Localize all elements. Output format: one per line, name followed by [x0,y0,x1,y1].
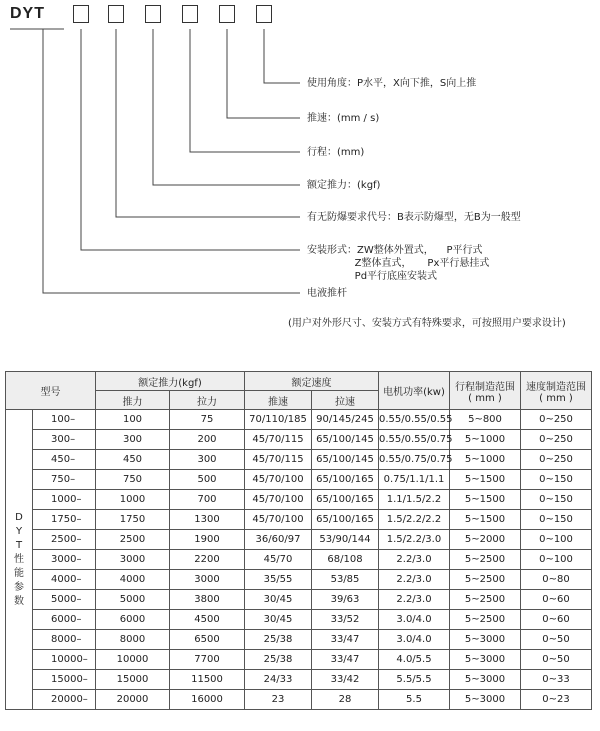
cell-pull: 6500 [170,630,245,650]
table-row [6,670,592,690]
header-pull: 拉力 [170,391,245,410]
cell-pull-speed: 28 [312,690,379,710]
table-row [6,630,592,650]
cell-pull-speed: 65/100/145 [312,430,379,450]
header-push: 推力 [96,391,170,410]
cell-motor-power: 5.5 [379,690,450,710]
cell-push: 1000 [96,490,170,510]
annotation-explosion-proof: 有无防爆要求代号：B表示防爆型，无B为一般型 [307,212,521,223]
cell-pull: 3000 [170,570,245,590]
cell-motor-power: 4.0/5.5 [379,650,450,670]
cell-pull: 2200 [170,550,245,570]
cell-model: 300– [33,430,96,450]
cell-stroke-range: 5~3000 [450,690,521,710]
cell-speed-range: 0~250 [521,450,592,470]
performance-table [5,371,592,710]
cell-model: 100– [33,410,96,430]
cell-motor-power: 0.55/0.55/0.75 [379,430,450,450]
annotation-stroke: 行程：(mm) [307,147,365,158]
side-label-char: Y [15,525,23,537]
cell-speed-range: 0~250 [521,430,592,450]
cell-model: 20000– [33,690,96,710]
cell-motor-power: 0.55/0.55/0.55 [379,410,450,430]
cell-stroke-range: 5~3000 [450,670,521,690]
cell-push-speed: 45/70/100 [245,510,312,530]
cell-motor-power: 1.5/2.2/3.0 [379,530,450,550]
annotation-mounting: 安装形式：ZW整体外置式， P平行式 Z整体直式， Px平行悬挂式 Pd平行底座安装式 [307,245,490,282]
cell-push-speed: 45/70/100 [245,490,312,510]
cell-pull: 500 [170,470,245,490]
cell-stroke-range: 5~800 [450,410,521,430]
header-rated-speed: 额定速度 [245,372,379,391]
model-prefix: DYT [10,5,45,22]
cell-stroke-range: 5~1000 [450,430,521,450]
cell-pull: 75 [170,410,245,430]
cell-push-speed: 25/38 [245,630,312,650]
side-label-char: 能 [14,567,24,579]
cell-pull-speed: 65/100/165 [312,490,379,510]
cell-model: 4000– [33,570,96,590]
cell-model: 10000– [33,650,96,670]
cell-push: 5000 [96,590,170,610]
annotation-angle: 使用角度：P水平，X向下推，S向上推 [307,78,477,89]
cell-pull-speed: 90/145/245 [312,410,379,430]
header-speed-range: 速度制造范围 ( mm ) [521,372,592,410]
cell-model: 15000– [33,670,96,690]
header-motor-power: 电机功率(kw) [379,372,450,410]
cell-speed-range: 0~150 [521,490,592,510]
cell-push-speed: 30/45 [245,590,312,610]
cell-speed-range: 0~50 [521,650,592,670]
cell-push: 300 [96,430,170,450]
header-model: 型号 [6,372,96,410]
cell-model: 750– [33,470,96,490]
side-label-char: 参 [14,581,24,593]
cell-speed-range: 0~33 [521,670,592,690]
cell-pull: 300 [170,450,245,470]
cell-pull: 700 [170,490,245,510]
cell-speed-range: 0~100 [521,550,592,570]
table-row [6,490,592,510]
cell-model: 3000– [33,550,96,570]
cell-speed-range: 0~150 [521,510,592,530]
cell-stroke-range: 5~1000 [450,450,521,470]
cell-speed-range: 0~80 [521,570,592,590]
cell-stroke-range: 5~1500 [450,470,521,490]
table-row [6,410,592,430]
table-row [6,690,592,710]
cell-model: 1000– [33,490,96,510]
cell-pull: 200 [170,430,245,450]
cell-pull-speed: 33/47 [312,630,379,650]
cell-push: 3000 [96,550,170,570]
cell-motor-power: 0.75/1.1/1.1 [379,470,450,490]
table-row [6,610,592,630]
table-row [6,650,592,670]
cell-stroke-range: 5~2000 [450,530,521,550]
cell-speed-range: 0~23 [521,690,592,710]
cell-pull-speed: 65/100/165 [312,510,379,530]
table-row [6,510,592,530]
cell-push-speed: 45/70/100 [245,470,312,490]
cell-pull: 11500 [170,670,245,690]
table-row [6,550,592,570]
cell-pull-speed: 68/108 [312,550,379,570]
cell-pull: 3800 [170,590,245,610]
cell-pull: 1900 [170,530,245,550]
side-label-char: T [15,539,23,551]
cell-motor-power: 2.2/3.0 [379,590,450,610]
cell-stroke-range: 5~3000 [450,650,521,670]
cell-model: 6000– [33,610,96,630]
cell-model: 8000– [33,630,96,650]
cell-pull-speed: 33/47 [312,650,379,670]
cell-push: 750 [96,470,170,490]
annotation-force: 额定推力：(kgf) [307,180,381,191]
cell-push: 4000 [96,570,170,590]
cell-pull-speed: 33/42 [312,670,379,690]
cell-motor-power: 1.5/2.2/2.2 [379,510,450,530]
cell-stroke-range: 5~2500 [450,610,521,630]
cell-model: 450– [33,450,96,470]
cell-motor-power: 5.5/5.5 [379,670,450,690]
cell-push-speed: 36/60/97 [245,530,312,550]
table-row [6,590,592,610]
cell-push: 450 [96,450,170,470]
cell-push-speed: 70/110/185 [245,410,312,430]
cell-push-speed: 30/45 [245,610,312,630]
cell-motor-power: 1.1/1.5/2.2 [379,490,450,510]
cell-speed-range: 0~250 [521,410,592,430]
cell-push-speed: 35/55 [245,570,312,590]
cell-stroke-range: 5~2500 [450,550,521,570]
cell-stroke-range: 5~2500 [450,590,521,610]
annotation-product: 电液推杆 [307,288,347,299]
cell-speed-range: 0~50 [521,630,592,650]
custom-design-note: (用户对外形尺寸、安装方式有特殊要求，可按照用户要求设计) [288,318,566,329]
cell-motor-power: 3.0/4.0 [379,630,450,650]
cell-push: 100 [96,410,170,430]
cell-push: 8000 [96,630,170,650]
cell-push-speed: 45/70/115 [245,430,312,450]
cell-model: 2500– [33,530,96,550]
cell-push: 2500 [96,530,170,550]
cell-push-speed: 45/70 [245,550,312,570]
cell-motor-power: 2.2/3.0 [379,550,450,570]
annotation-speed: 推速：(mm / s) [307,113,380,124]
cell-stroke-range: 5~2500 [450,570,521,590]
table-row [6,450,592,470]
table-row [6,570,592,590]
cell-pull-speed: 65/100/165 [312,470,379,490]
cell-pull: 7700 [170,650,245,670]
side-label-char: 数 [14,595,24,607]
cell-push: 10000 [96,650,170,670]
cell-pull-speed: 53/90/144 [312,530,379,550]
side-label-char: D [15,511,23,523]
table-body [6,410,592,710]
table-row [6,470,592,490]
cell-push: 20000 [96,690,170,710]
cell-push-speed: 25/38 [245,650,312,670]
cell-model: 5000– [33,590,96,610]
cell-speed-range: 0~150 [521,470,592,490]
cell-push-speed: 24/33 [245,670,312,690]
cell-pull-speed: 65/100/145 [312,450,379,470]
cell-model: 1750– [33,510,96,530]
header-push-speed: 推速 [245,391,312,410]
table-row [6,430,592,450]
cell-push: 15000 [96,670,170,690]
cell-push-speed: 45/70/115 [245,450,312,470]
cell-pull-speed: 33/52 [312,610,379,630]
connector-lines [0,0,600,340]
cell-motor-power: 3.0/4.0 [379,610,450,630]
cell-motor-power: 2.2/3.0 [379,570,450,590]
side-label [6,410,33,710]
cell-stroke-range: 5~3000 [450,630,521,650]
cell-stroke-range: 5~1500 [450,490,521,510]
cell-motor-power: 0.55/0.75/0.75 [379,450,450,470]
cell-pull: 16000 [170,690,245,710]
cell-pull: 4500 [170,610,245,630]
cell-pull-speed: 39/63 [312,590,379,610]
side-label-char: 性 [14,553,24,565]
header-stroke-range: 行程制造范围 ( mm ) [450,372,521,410]
cell-stroke-range: 5~1500 [450,510,521,530]
cell-pull-speed: 53/85 [312,570,379,590]
cell-speed-range: 0~100 [521,530,592,550]
table-row [6,530,592,550]
cell-push-speed: 23 [245,690,312,710]
header-rated-force: 额定推力(kgf) [96,372,245,391]
cell-push: 6000 [96,610,170,630]
cell-pull: 1300 [170,510,245,530]
header-pull-speed: 拉速 [312,391,379,410]
cell-speed-range: 0~60 [521,590,592,610]
cell-push: 1750 [96,510,170,530]
cell-speed-range: 0~60 [521,610,592,630]
